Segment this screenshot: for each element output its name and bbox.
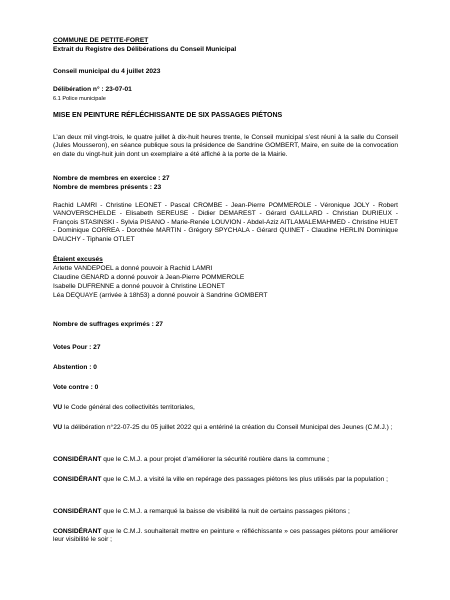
registre-extrait: Extrait du Registre des Délibérations du Conseil Municipal — [53, 46, 237, 53]
considerant-paragraph — [53, 476, 398, 484]
votes-pour: Votes Pour : 27 — [53, 344, 101, 351]
considerant-paragraph — [53, 404, 398, 412]
vote-contre: Vote contre : 0 — [53, 384, 99, 391]
considerant-text: que le C.M.J. a remarqué la baisse de visibilité la nuit de certains passages piétons ; — [101, 508, 350, 515]
excuses-line: Isabelle DUFRENNE a donné pouvoir à Christine LEONET — [53, 283, 225, 290]
excuses-title: Étaient excusés — [53, 256, 103, 263]
membres-liste: Rachid LAMRI - Christine LEONET - Pascal CROMBE - Jean-Pierre POMMEROLE - Véronique JOLY - Robert VANOVERSCHELDE - Elisabeth SEREUSE - Didier DEMAREST - Gérard GAILLARD - Christian DURIEUX - François STASINSKI - Sylvia PISANO - Marie-Renée LOUVION - Abdel-Aziz AITLAMALEMAHMED - Christine HUET - Dominique CORREA - Dorothée MARTIN - Grégory SPYCHALA - Gérard QUINET - Claudine HERLIN Dominique DAUCHY - Tiphanie OTLET — [53, 202, 398, 243]
considerant-text: la délibération n°22-07-25 du 05 juillet 2022 qui a entériné la création du Conseil Municipal des Jeunes (C.M.J.) ; — [62, 424, 393, 431]
deliberation-number: Délibération n° : 23-07-01 — [53, 86, 132, 93]
considerant-paragraph — [53, 508, 398, 516]
deliberation-title: MISE EN PEINTURE RÉFLÉCHISSANTE DE SIX PASSAGES PIÉTONS — [53, 112, 283, 119]
considerant-keyword: VU — [53, 404, 63, 411]
abstention: Abstention : 0 — [53, 364, 97, 371]
commune-heading: COMMUNE DE PETITE-FORET — [53, 37, 149, 44]
considerant-text: que le C.M.J. souhaiterait mettre en peinture « réfléchissante » ces passages piétons pour améliorer leur visibilité le soir ; — [53, 528, 398, 544]
excuses-line: Claudine GENARD a donné pouvoir à Jean-Pierre POMMEROLE — [53, 274, 245, 281]
considerant-paragraph — [53, 528, 398, 545]
considerant-text: que le C.M.J. a pour projet d’améliorer la sécurité routière dans la commune ; — [101, 456, 329, 463]
conseil-date: Conseil municipal du 4 juillet 2023 — [53, 68, 161, 75]
considerant-keyword: CONSIDÉRANT — [53, 476, 102, 483]
intro-paragraph: L’an deux mil vingt-trois, le quatre juillet à dix-huit heures trente, le Conseil municipal s’est réuni à la salle du Conseil (Jules Mousseron), en séance publique sous la présidence de Sandrine GOMBERT, Maire, en suite de la convocation en date du vingt-huit juin dont un exemplaire a été affiché à la porte de la Mairie. — [53, 134, 398, 158]
excuses-line: Léa DEQUAYE (arrivée à 18h53) a donné pouvoir à Sandrine GOMBERT — [53, 292, 268, 299]
deliberation-code: 6.1 Police municipale — [53, 96, 106, 102]
considerant-keyword: CONSIDÉRANT — [53, 508, 102, 515]
suffrages-exprimes: Nombre de suffrages exprimés : 27 — [53, 321, 163, 328]
excuses-line: Arlette VANDEPOEL a donné pouvoir à Rachid LAMRI — [53, 265, 213, 272]
membres-presents: Nombre de membres présents : 23 — [53, 184, 162, 191]
considerant-paragraph — [53, 456, 398, 464]
membres-exercice: Nombre de membres en exercice : 27 — [53, 175, 170, 182]
considerant-keyword: VU — [53, 424, 63, 431]
considerant-text: le Code général des collectivités territoriales, — [62, 404, 195, 411]
considerant-paragraph — [53, 424, 398, 432]
considerant-text: que le C.M.J. a visité la ville en repérage des passages piétons les plus utilisés par la population ; — [101, 476, 388, 483]
considerant-keyword: CONSIDÉRANT — [53, 456, 102, 463]
considerant-keyword: CONSIDÉRANT — [53, 528, 102, 535]
